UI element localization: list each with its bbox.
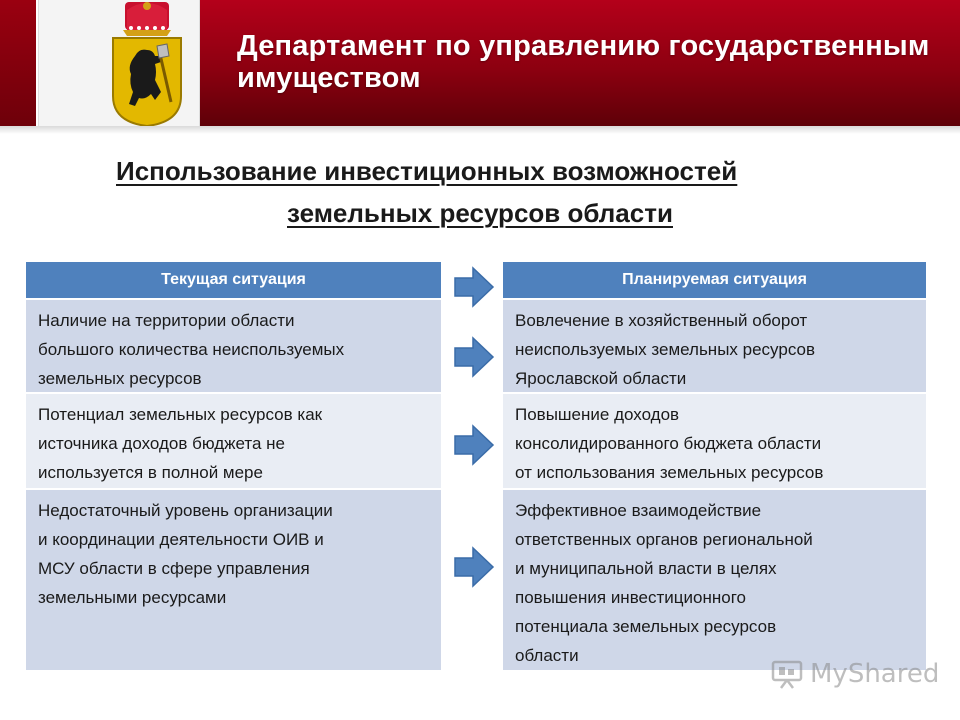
watermark <box>770 656 939 692</box>
planned-situation-cell: Вовлечение в хозяйственный оборот неиспользуемых земельных ресурсов Ярославской области <box>503 300 926 394</box>
planned-situation-column <box>503 262 926 672</box>
current-situation-column <box>26 262 441 672</box>
planned-situation-cell: Эффективное взаимодействие ответственных органов региональной и муниципальной власти в целях повышения инвестиционного потенциала земельных ресурсов области <box>503 490 926 672</box>
watermark-text: MyShared <box>810 659 940 689</box>
crest-panel <box>38 0 200 126</box>
arrow-right-icon <box>453 266 495 308</box>
slide-title-line-1: Использование инвестиционных возможностей <box>116 156 738 186</box>
current-situation-header: Текущая ситуация <box>26 262 441 300</box>
arrow-right-icon <box>453 424 495 466</box>
planned-situation-header: Планируемая ситуация <box>503 262 926 300</box>
current-situation-cell: Недостаточный уровень организации и координации деятельности ОИВ и МСУ области в сфере управления земельными ресурсами <box>26 490 441 672</box>
planned-situation-cell: Повышение доходов консолидированного бюджета области от использования земельных ресурсов <box>503 394 926 490</box>
shield-icon <box>113 38 181 126</box>
presentation-icon <box>770 659 804 689</box>
header-shadow <box>0 126 960 134</box>
department-title: Департамент по управлению государственным имуществом <box>237 30 930 94</box>
yaroslavl-coat-of-arms-icon <box>39 0 199 126</box>
current-situation-cell: Наличие на территории области большого количества неиспользуемых земельных ресурсов <box>26 300 441 394</box>
arrow-right-icon <box>453 336 495 378</box>
slide-title <box>90 150 870 234</box>
crown-icon <box>123 2 171 36</box>
slide-title-line-2: земельных ресурсов области <box>287 198 673 228</box>
header-banner-left <box>0 0 36 126</box>
arrow-right-icon <box>453 546 495 588</box>
current-situation-cell: Потенциал земельных ресурсов как источника доходов бюджета не используется в полной мере <box>26 394 441 490</box>
